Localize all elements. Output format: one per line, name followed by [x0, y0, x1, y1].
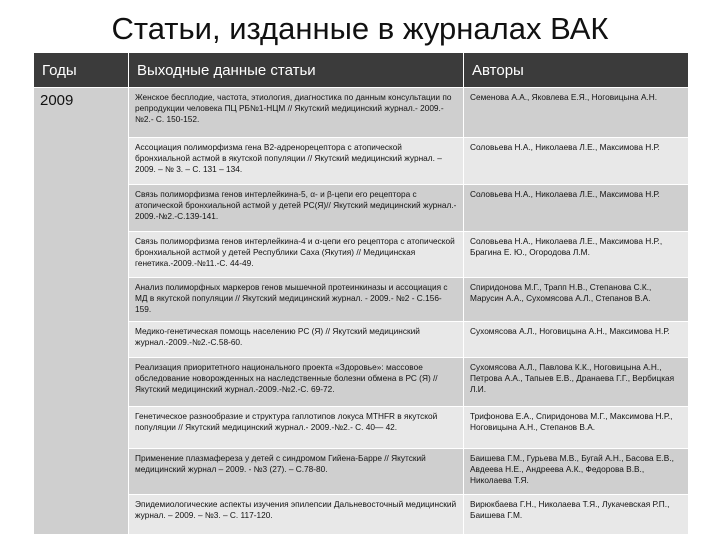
authors-cell: Соловьева Н.А., Николаева Л.Е., Максимова Н.Р. [464, 185, 689, 232]
authors-cell: Трифонова Е.А., Спиридонова М.Г., Максимова Н.Р., Ноговицына А.Н., Степанов В.А. [464, 407, 689, 449]
table-row [34, 278, 689, 322]
header-row [34, 53, 689, 88]
output-cell: Связь полиморфизма генов интерлейкина-5, α- и β-цепи его рецептора с атопической бронхиальной астмой у детей РС(Я)// Якутский медицинский журнал.- 2009.-№2.-С.139-141. [129, 185, 464, 232]
output-cell: Медико-генетическая помощь населению РС (Я) // Якутский медицинский журнал.-2009.-№2.-С.58-60. [129, 322, 464, 358]
authors-cell: Соловьева Н.А., Николаева Л.Е., Максимова Н.Р., Брагина Е. Ю., Огородова Л.М. [464, 232, 689, 278]
output-cell: Применение плазмафереза у детей с синдромом Гийена-Барре // Якутский медицинский журнал – 2009. - №3 (27). – С.78-80. [129, 449, 464, 495]
output-cell: Эпидемиологические аспекты изучения эпилепсии Дальневосточный медицинский журнал. – 2009. – №3. – С. 117-120. [129, 495, 464, 535]
table-row [34, 449, 689, 495]
authors-cell: Сухомясова А.Л., Павлова К.К., Ноговицына А.Н., Петрова А.А., Тапыев Е.В., Дранаева Г.Г., Вербицкая Л.И. [464, 358, 689, 407]
authors-cell: Спиридонова М.Г., Трапп Н.В., Степанова С.К., Марусин А.А., Сухомясова А.Л., Степанов В.А. [464, 278, 689, 322]
table-row [34, 232, 689, 278]
table-row [34, 495, 689, 535]
authors-cell: Семенова А.А., Яковлева Е.Я., Ноговицына А.Н. [464, 88, 689, 138]
output-cell: Генетическое разнообразие и структура гаплотипов локуса MTHFR в якутской популяции // Якутский медицинский журнал.- 2009.-№2.- С. 40— 42. [129, 407, 464, 449]
authors-cell: Вирюкбаева Г.Н., Николаева Т.Я., Лукачевская Р.П., Баишева Г.М. [464, 495, 689, 535]
header-output: Выходные данные статьи [129, 53, 464, 88]
authors-cell: Сухомясова А.Л., Ноговицына А.Н., Максимова Н.Р. [464, 322, 689, 358]
year-cell: 2009 [34, 88, 129, 535]
table-row [34, 185, 689, 232]
table-row [34, 358, 689, 407]
authors-cell: Соловьева Н.А., Николаева Л.Е., Максимова Н.Р. [464, 138, 689, 185]
authors-cell: Баишева Г.М., Гурьева М.В., Бугай А.Н., Басова Е.В., Авдеева Н.Е., Андреева А.К., Федорова В.В., Николаева Т.Я. [464, 449, 689, 495]
page-title: Статьи, изданные в журналах ВАК [111, 11, 609, 46]
table-row [34, 407, 689, 449]
output-cell: Связь полиморфизма генов интерлейкина-4 и α-цепи его рецептора с атопической бронхиальной астмой у детей Республики Саха (Якутия) // Медицинская генетика.-2009.-№11.-С. 44-49. [129, 232, 464, 278]
table-row [34, 322, 689, 358]
output-cell: Ассоциация полиморфизма гена В2-адренорецептора с атопической бронхиальной астмой в якутской популяции // Якутский медицинский журнал. – 2009. – № 3. – С. 131 – 134. [129, 138, 464, 185]
header-year: Годы [34, 53, 129, 88]
table-row [34, 88, 689, 138]
table-row [34, 138, 689, 185]
output-cell: Реализация приоритетного национального проекта «Здоровье»: массовое обследование новорожденных на наследственные болезни обмена в РС (Я) // Якутский медицинский журнал.-2009.-№2.-С. 69-72. [129, 358, 464, 407]
output-cell: Женское бесплодие, частота, этиология, диагностика по данным консультации по репродукции человека ПЦ РБ№1-НЦМ // Якутский медицинский журнал.- 2009.- №2.- С. 150-152. [129, 88, 464, 138]
header-authors: Авторы [464, 53, 689, 88]
output-cell: Анализ полиморфных маркеров генов мышечной протеинкиназы и ассоциация с МД в якутской популяции // Якутский медицинский журнал. - 2009.- №2 - С.156-159. [129, 278, 464, 322]
publications-table [33, 52, 689, 535]
